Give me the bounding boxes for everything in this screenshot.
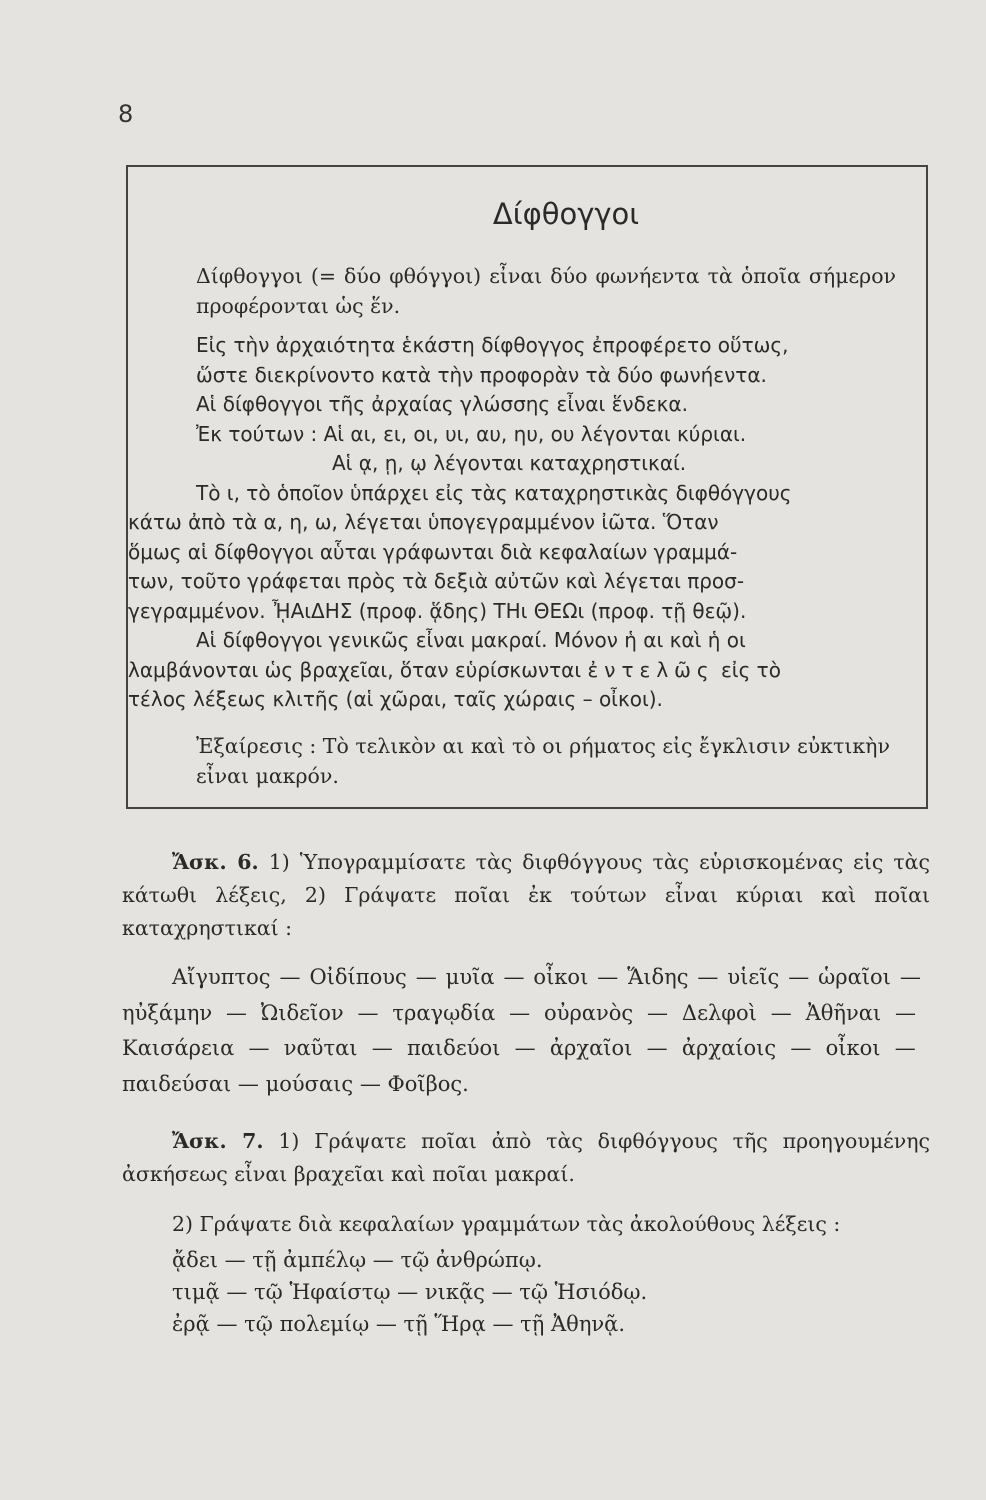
exercise-6-label: Ἄσκ. 6. <box>172 850 259 874</box>
exercise-6-words <box>122 960 930 1102</box>
word-token: Οἰδίπους <box>309 965 407 989</box>
iota-line-5: γεγραμμένον. ᾞΑιΔΗΣ (προφ. ᾅδης) ΤΗι ΘΕΩι (προφ. τῇ θεῷ). <box>128 598 747 623</box>
word-token: οὐρανὸς <box>544 1000 634 1025</box>
word-token: Δελφοὶ <box>681 1000 757 1025</box>
word-token: υἱεῖς <box>727 965 780 989</box>
iota-line-1: Τὸ ι, τὸ ὁποῖον ὑπάρχει εἰς τὰς καταχρηστικὰς διφθόγγους <box>196 480 792 505</box>
dash-separator: — <box>895 1000 917 1025</box>
long-line-a: Αἱ δίφθογγοι γενικῶς εἶναι μακραί. Μόνον ἡ αι καὶ ἡ οι <box>196 628 746 652</box>
word-row-3 <box>122 1031 930 1067</box>
word-token: τραγῳδία <box>392 1000 496 1025</box>
exercise-7-line-2: τιμᾷ — τῷ Ἡφαίστῳ — νικᾷς — τῷ Ἡσιόδῳ. <box>172 1280 648 1304</box>
word-token: Ὠιδεῖον <box>260 1000 344 1025</box>
exercise-7 <box>122 1125 930 1191</box>
exercise-6-text: 1) Ὑπογραμμίσατε τὰς διφθόγγους τὰς εὑρισκομένας εἰς τὰς κάτωθι λέξεις, 2) Γράψατε ποῖαι ἐκ τούτων εἶναι κύριαι καὶ ποῖαι καταχρηστικαί : <box>122 850 930 940</box>
word-row-4 <box>122 1067 930 1103</box>
word-token: ηὐξάμην <box>122 1000 213 1025</box>
word-token: οἶκοι <box>825 1036 881 1060</box>
long-line-c: τέλος λέξεως κλιτῆς (αἱ χῶραι, ταῖς χώραις – οἶκοι). <box>128 687 663 711</box>
exercise-6 <box>122 846 930 945</box>
word-token: οἶκοι <box>533 965 589 989</box>
word-row-2 <box>122 996 930 1032</box>
exception: Ἐξαίρεσις : Τὸ τελικὸν αι καὶ τὸ οι ρήματος εἰς ἔγκλισιν εὐκτικὴν εἶναι μακρόν. <box>196 733 890 788</box>
count-line: Αἱ δίφθογγοι τῆς ἀρχαίας γλώσσης εἶναι ἕνδεκα. <box>196 392 688 416</box>
word-token: ἀρχαίοις <box>681 1036 777 1060</box>
word-token: Αἴγυπτος <box>172 965 271 989</box>
dash-separator: — <box>597 965 619 989</box>
spaced-word: ἐντελῶς <box>587 657 715 682</box>
iota-line-4: των, τοῦτο γράφεται πρὸς τὰ δεξιὰ αὐτῶν καὶ λέγεται προσ- <box>128 569 745 593</box>
antiquity-line-2: ὥστε διεκρίνοντο κατὰ τὴν προφορὰν τὰ δύο φωνήεντα. <box>196 362 767 387</box>
exercise-7-line-1: ᾄδει — τῇ ἀμπέλῳ — τῷ ἀνθρώπῳ. <box>172 1248 543 1272</box>
word-token: Ἅιδης <box>627 965 689 989</box>
exercise-7-label: Ἄσκ. 7. <box>172 1129 264 1153</box>
word-token: Ἀθῆναι <box>805 1000 882 1025</box>
antiquity-line-1: Εἰς τὴν ἀρχαιότητα ἑκάστη δίφθογγος ἐπροφέρετο οὕτως, <box>196 333 789 357</box>
dash-separator: — <box>788 965 810 989</box>
long-line-b <box>128 656 896 686</box>
word-token: μυῖα <box>445 965 495 989</box>
dash-separator: — <box>647 1000 669 1025</box>
dash-separator: — <box>503 965 525 989</box>
katachrestikai-line: Αἱ ᾳ, ῃ, ῳ λέγονται καταχρηστικαί. <box>332 451 687 475</box>
iota-line-2: κάτω ἀπὸ τὰ α, η, ω, λέγεται ὑπογεγραμμένον ἰῶτα. Ὅταν <box>128 510 719 534</box>
long-line-b-post: εἰς τὸ <box>714 657 781 682</box>
dash-separator: — <box>225 1000 247 1025</box>
definition: Δίφθογγοι (= δύο φθόγγοι) εἶναι δύο φωνήεντα τὰ ὁποῖα σήμερον προφέρονται ὡς ἕν. <box>196 264 896 318</box>
dash-separator: — <box>371 1036 393 1060</box>
dash-separator: — <box>894 1036 916 1060</box>
word-token: Καισάρεια <box>122 1036 235 1060</box>
long-line-b-pre: λαμβάνονται ὡς βραχεῖαι, ὅταν εὑρίσκωνται <box>128 657 588 682</box>
word-row-1 <box>122 960 930 996</box>
exercise-7-line-3: ἐρᾷ — τῷ πολεμίῳ — τῇ Ἥρᾳ — τῇ Ἀθηνᾷ. <box>172 1312 626 1336</box>
rules-text <box>128 331 896 715</box>
exercise-7-part-2 <box>122 1208 930 1241</box>
page-number: 8 <box>118 100 134 128</box>
dash-separator: — <box>415 965 437 989</box>
exercise-7-text-2: 2) Γράψατε διὰ κεφαλαίων γραμμάτων τὰς ἀκολούθους λέξεις : <box>172 1212 841 1236</box>
dash-separator: — <box>357 1000 379 1025</box>
dash-separator: — <box>790 1036 812 1060</box>
exercise-7-lines <box>172 1244 647 1340</box>
dash-separator: — <box>279 965 301 989</box>
word-row-4-text: παιδεύσαι — μούσαις — Φοῖβος. <box>122 1071 469 1096</box>
word-token: παιδεύοι <box>406 1036 501 1060</box>
dash-separator: — <box>514 1036 536 1060</box>
exercise-7-text-1: 1) Γράψατε ποῖαι ἀπὸ τὰς διφθόγγους τῆς προηγουμένης ἀσκήσεως εἶναι βραχεῖαι καὶ ποῖαι μακραί. <box>122 1129 930 1186</box>
dash-separator: — <box>509 1000 531 1025</box>
box-title: Δίφθογγοι <box>492 197 640 231</box>
word-token: ὡραῖοι <box>818 965 891 989</box>
dash-separator: — <box>646 1036 668 1060</box>
kyriai-line: Ἐκ τούτων : Αἱ αι, ει, οι, υι, αυ, ηυ, ου λέγονται κύριαι. <box>196 421 747 446</box>
dash-separator: — <box>697 965 719 989</box>
diphthongs-box <box>126 165 928 809</box>
word-token: ναῦται <box>283 1036 358 1060</box>
dash-separator: — <box>248 1036 270 1060</box>
dash-separator: — <box>770 1000 792 1025</box>
word-token: ἀρχαῖοι <box>549 1036 633 1060</box>
iota-line-3: ὅμως αἱ δίφθογγοι αὗται γράφωνται διὰ κεφαλαίων γραμμά- <box>128 539 738 564</box>
dash-separator: — <box>899 965 921 989</box>
